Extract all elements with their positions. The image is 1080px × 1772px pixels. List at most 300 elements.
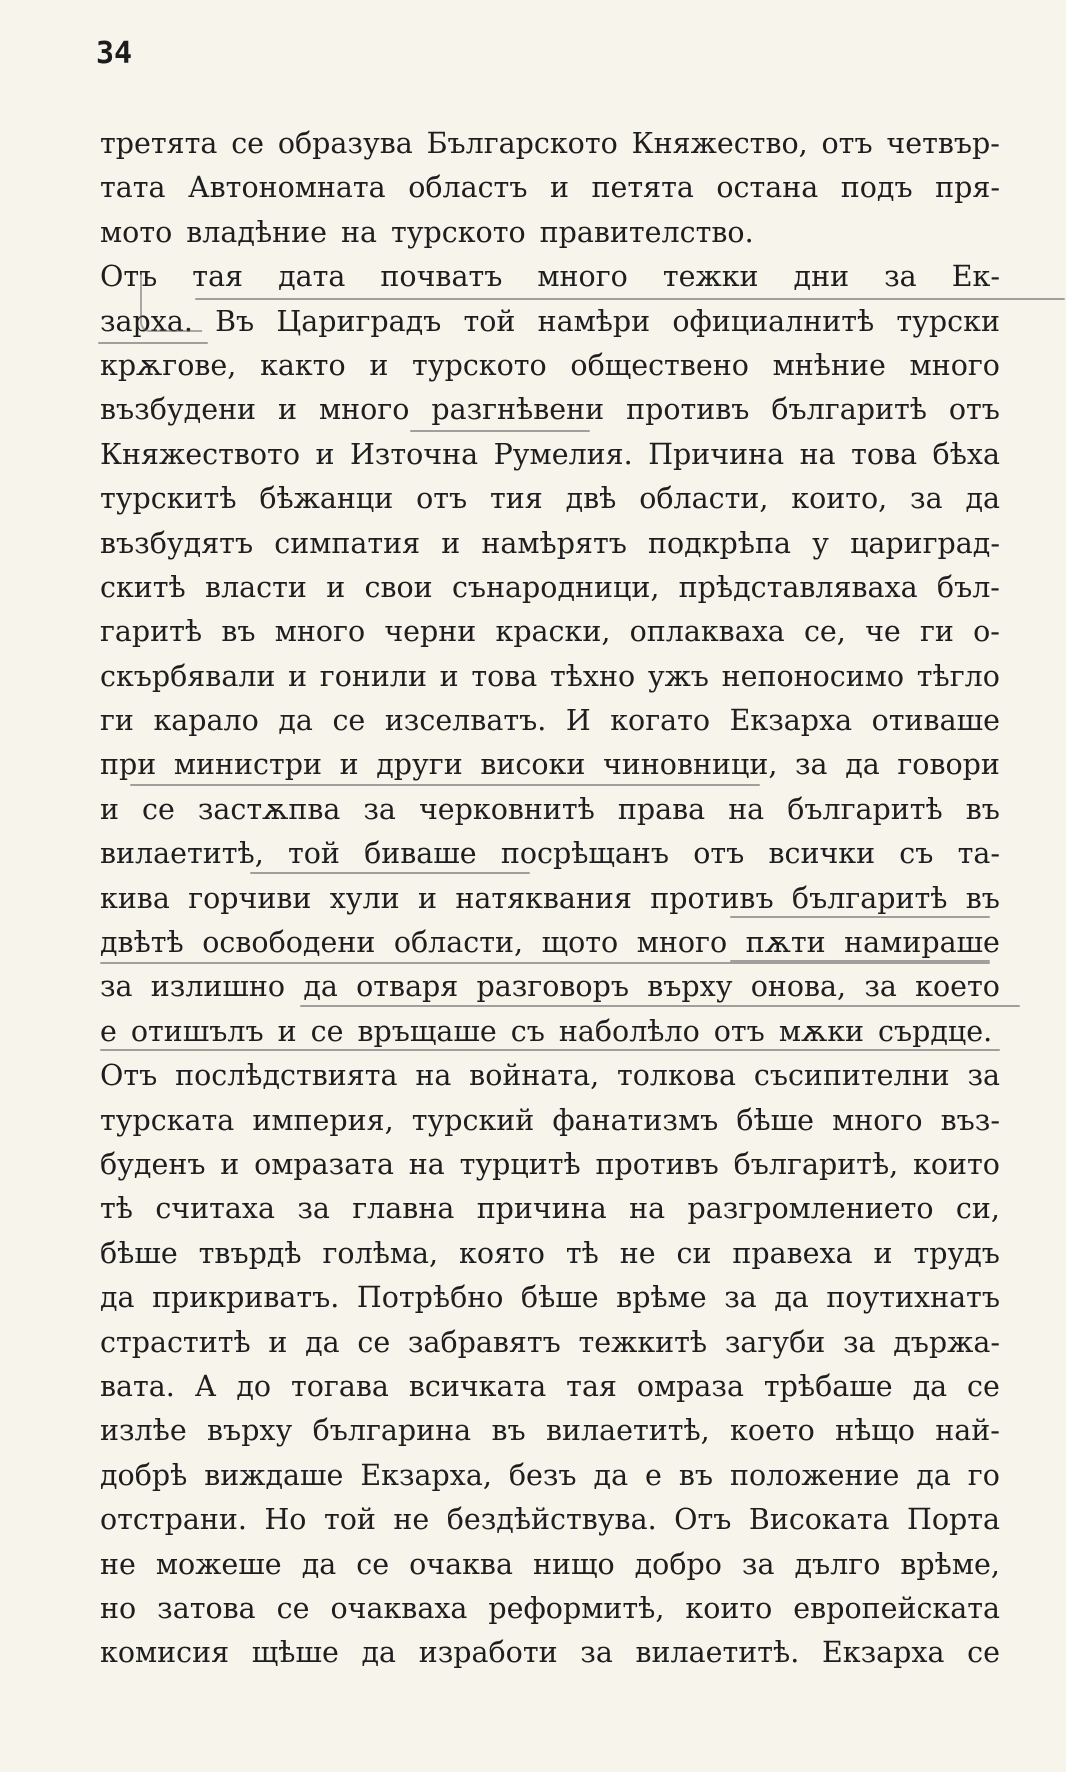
word: омразата [254, 1147, 394, 1181]
word: върху [207, 1414, 293, 1448]
word: всичката [408, 1369, 547, 1403]
word: да [916, 1458, 951, 1492]
word: считаха [155, 1192, 275, 1226]
word: много [909, 348, 1000, 382]
word: и [277, 1014, 297, 1048]
word: всички [768, 837, 876, 871]
text-line [100, 1276, 1000, 1320]
word: врѣме, [900, 1547, 1000, 1581]
word: които [685, 1591, 773, 1625]
pencil-underline [98, 342, 208, 344]
text-line [100, 655, 1000, 699]
word: въ [678, 1458, 714, 1492]
word: да [845, 748, 880, 782]
word: отваря [356, 970, 459, 1004]
word: та- [957, 837, 1000, 871]
word: посрѣщанъ [500, 837, 669, 871]
word: Цариградъ [276, 304, 442, 338]
word: краски, [495, 615, 611, 649]
text-line [100, 566, 1000, 610]
word: тѣгло [916, 659, 1000, 693]
text-line [100, 1099, 1000, 1143]
word: трѣбаше [763, 1369, 893, 1403]
word: тежкитѣ [578, 1325, 708, 1359]
word: омраза [636, 1369, 744, 1403]
word: при [100, 748, 157, 782]
word: очаква [409, 1547, 513, 1581]
word: турското [391, 215, 526, 249]
word: да [912, 1369, 948, 1403]
word: третята [100, 127, 218, 160]
word: вилаетитѣ. [635, 1636, 800, 1670]
word: тая [192, 260, 244, 294]
word: вилаетитѣ, [100, 837, 264, 871]
word: области, [393, 926, 524, 960]
word: щото [541, 926, 619, 960]
word: високи [480, 748, 586, 782]
word: мото [100, 215, 173, 249]
word: бездѣйствува. [446, 1503, 657, 1537]
word: войната, [469, 1059, 600, 1093]
word: на [799, 437, 836, 471]
word: образува [277, 127, 413, 160]
word: можеше [155, 1547, 282, 1581]
word: не [393, 1503, 430, 1537]
word: се, [803, 615, 846, 649]
word: остана [716, 171, 819, 205]
word: разгнѣвени [431, 393, 605, 427]
word: за [910, 482, 943, 516]
word: натяквания [455, 881, 632, 915]
word: връщаше [357, 1014, 497, 1048]
word: много [636, 926, 728, 960]
word: послѣдствията [175, 1059, 398, 1093]
word: отиваше [871, 704, 1000, 738]
word: поутихнатъ [826, 1281, 1000, 1315]
word: намѣри [537, 304, 651, 338]
word: Екзарха, [360, 1458, 492, 1492]
word: владѣние [186, 215, 327, 249]
word: за [580, 1636, 613, 1670]
word: добро [634, 1547, 722, 1581]
word: изселватъ. [384, 704, 547, 738]
text-line [100, 1543, 1000, 1587]
word: пря- [935, 171, 1000, 205]
word: бѣжанци [259, 482, 394, 516]
text-line [100, 832, 1000, 876]
word: бѣше [100, 1236, 178, 1270]
word: толкова [617, 1059, 737, 1093]
word: да [303, 970, 338, 1004]
word: въ [491, 1414, 526, 1448]
word: мнѣние [772, 348, 886, 382]
text-line [100, 1321, 1000, 1365]
word: чиновници, [602, 748, 778, 782]
word: много [537, 260, 628, 294]
word: буденъ [100, 1147, 206, 1181]
word: не [100, 1547, 136, 1581]
word: други [376, 748, 463, 782]
word: за [864, 970, 897, 1004]
word: областъ [408, 171, 528, 205]
word: и [369, 348, 389, 382]
word: на [629, 1192, 666, 1226]
word: и [439, 659, 459, 693]
word: българина [312, 1414, 472, 1448]
text-line [100, 1587, 1000, 1631]
word: изработи [418, 1636, 558, 1670]
pencil-underline [730, 916, 990, 918]
word: А [194, 1369, 217, 1403]
word: за [884, 260, 917, 294]
word: на [341, 215, 377, 249]
word: съсипителни [753, 1059, 950, 1093]
word: бѣше [736, 1103, 815, 1137]
word: реформитѣ, [488, 1591, 665, 1625]
word: върху [647, 970, 733, 1004]
text-line [100, 1498, 1000, 1542]
text-line [100, 965, 1000, 1009]
word: Въ [215, 304, 255, 338]
word: гонили [319, 659, 427, 693]
pencil-underline [100, 962, 990, 964]
word: трудъ [913, 1236, 1000, 1270]
word: съ [510, 1014, 545, 1048]
word: власти [205, 570, 307, 604]
word: и [315, 437, 335, 471]
word: страститѣ [100, 1325, 251, 1359]
word: тежки [662, 260, 759, 294]
word: да [278, 704, 313, 738]
word: отъ [821, 127, 873, 160]
word: горчиви [188, 881, 312, 915]
word: много [318, 393, 410, 427]
word: свои [364, 570, 433, 604]
word: застѫпва [197, 792, 341, 826]
word: Но [264, 1503, 307, 1537]
text-line [100, 344, 1000, 388]
word: пѫти [745, 926, 826, 960]
word: Източна [349, 437, 479, 471]
word: която [459, 1236, 545, 1270]
word: и [288, 659, 308, 693]
word: дълго [794, 1547, 881, 1581]
word: непоносимо [721, 659, 905, 693]
pencil-bracket [140, 272, 202, 332]
text-line [100, 1232, 1000, 1276]
word: ужъ [647, 659, 709, 693]
word: отъ [948, 393, 1000, 427]
word: вата. [100, 1369, 175, 1403]
word: да [361, 1636, 397, 1670]
word: Княжеството [100, 437, 300, 471]
word: врѣме [616, 1281, 707, 1315]
word: официалнитѣ [672, 304, 875, 338]
word: което [915, 970, 1000, 1004]
word: цариград- [850, 526, 1000, 560]
word: българитѣ, [733, 1147, 899, 1181]
word: на [415, 1059, 452, 1093]
word: турската [100, 1103, 235, 1137]
word: е [100, 1014, 117, 1048]
word: обществено [570, 348, 749, 382]
word: ги [100, 704, 134, 738]
word: да [774, 1281, 809, 1315]
word: българитѣ [787, 792, 943, 826]
word: възбудятъ [100, 526, 254, 560]
word: и [418, 881, 438, 915]
word: подъ [840, 171, 913, 205]
text-line [100, 921, 1000, 965]
text-line [100, 1631, 1000, 1675]
word: крѫгове, [100, 348, 237, 382]
word: области, [639, 482, 769, 516]
word: много [274, 615, 366, 649]
word: гаритѣ [100, 615, 203, 649]
word: отстрани. [100, 1503, 247, 1537]
text-line [100, 1454, 1000, 1498]
word: и [339, 748, 359, 782]
word: петята [591, 171, 694, 205]
word: намираше [844, 926, 1000, 960]
word: се [231, 127, 265, 160]
word: той [463, 304, 516, 338]
word: си, [955, 1192, 1000, 1226]
word: Екзарха [821, 1636, 945, 1670]
word: които, [791, 482, 888, 516]
word: симпатия [274, 526, 421, 560]
word: за [363, 792, 396, 826]
word: се [332, 704, 366, 738]
word: у [812, 526, 829, 560]
pencil-underline [410, 430, 590, 432]
word: освободени [202, 926, 376, 960]
word: което [730, 1414, 815, 1448]
word: намѣрятъ [481, 526, 627, 560]
word: щѣше [251, 1636, 339, 1670]
word: скърбявали [100, 659, 276, 693]
text-line [100, 699, 1000, 743]
word: за [842, 1325, 876, 1359]
word: бѣха [932, 437, 1000, 471]
page-number: 34 [96, 36, 133, 71]
word: да [305, 1325, 340, 1359]
word: европейската [793, 1591, 1000, 1625]
word: отишълъ [130, 1014, 264, 1048]
word: е [645, 1458, 662, 1492]
word: двѣтѣ [100, 926, 184, 960]
text-line [100, 388, 1000, 432]
word: Княжество, [631, 127, 808, 160]
word: както [260, 348, 346, 382]
text-line [100, 166, 1000, 210]
word: прѣдставляваха [678, 570, 918, 604]
word: турский [411, 1103, 535, 1137]
pencil-underline [250, 872, 530, 874]
word: отъ [693, 837, 745, 871]
word: когато [610, 704, 711, 738]
text-line [100, 610, 1000, 654]
word: си [676, 1236, 712, 1270]
word: на [728, 792, 765, 826]
word: забравятъ [407, 1325, 561, 1359]
word: българитѣ [771, 393, 927, 427]
text-line [100, 211, 1000, 255]
body-text [100, 122, 1000, 1676]
word: това [851, 437, 918, 471]
word: мѫки [778, 1014, 865, 1048]
word: наболѣло [558, 1014, 700, 1048]
word: очакваха [330, 1591, 468, 1625]
word: бѣше [520, 1281, 599, 1315]
word: фанатизмъ [552, 1103, 719, 1137]
text-line [100, 743, 1000, 787]
word: и [220, 1147, 240, 1181]
word: хули [329, 881, 400, 915]
word: кива [100, 881, 170, 915]
word: И [565, 704, 591, 738]
word: правеха [732, 1236, 853, 1270]
word: голѣма, [322, 1236, 439, 1270]
word: черни [384, 615, 477, 649]
text-line [100, 877, 1000, 921]
word: за [795, 748, 828, 782]
word: противъ [626, 393, 750, 427]
word: за [297, 1192, 330, 1226]
text-line [100, 1010, 1000, 1054]
word: Ек- [951, 260, 1000, 294]
word: тая [566, 1369, 617, 1403]
word: тѣхно [549, 659, 636, 693]
word: се [967, 1369, 1000, 1403]
word: въ [221, 615, 256, 649]
word: черковнитѣ [418, 792, 595, 826]
word: въ [965, 792, 1000, 826]
word: турското [412, 348, 547, 382]
word: да [965, 482, 1000, 516]
word: и [326, 570, 346, 604]
word: и [100, 792, 119, 826]
word: противъ [595, 1147, 719, 1181]
pencil-underline [195, 298, 1065, 300]
word: империя, [252, 1103, 394, 1137]
text-line [100, 1054, 1000, 1098]
word: комисия [100, 1636, 230, 1670]
word: нѣщо [835, 1414, 915, 1448]
word: скитѣ [100, 570, 186, 604]
word: за [741, 1547, 775, 1581]
word: и [873, 1236, 893, 1270]
word: за [967, 1059, 1000, 1093]
word: Българското [426, 127, 618, 160]
word: Автономната [188, 171, 386, 205]
text-line [100, 1187, 1000, 1231]
word: противъ [650, 881, 774, 915]
word: правителство. [539, 215, 754, 249]
word: много [832, 1103, 923, 1137]
word: излишно [150, 970, 286, 1004]
word: да [100, 1281, 135, 1315]
word: твърдѣ [198, 1236, 302, 1270]
word: Порта [906, 1503, 1000, 1537]
text-line [100, 1409, 1000, 1453]
word: въ [965, 881, 1000, 915]
word: прикриватъ. [152, 1281, 340, 1315]
word: онова, [750, 970, 847, 1004]
word: до [236, 1369, 272, 1403]
word: се [357, 1325, 391, 1359]
text-line [100, 477, 1000, 521]
word: не [619, 1236, 656, 1270]
text-line [100, 522, 1000, 566]
word: министри [173, 748, 322, 782]
word: на [408, 1147, 445, 1181]
text-line [100, 433, 1000, 477]
word: двѣ [565, 482, 617, 516]
text-line [100, 1365, 1000, 1409]
word: карало [153, 704, 259, 738]
word: за [100, 970, 133, 1004]
word: най- [935, 1414, 1000, 1448]
word: излѣе [100, 1414, 187, 1448]
word: турскитѣ [100, 482, 237, 516]
word: дни [793, 260, 850, 294]
word: турцитѣ [459, 1147, 581, 1181]
word: Отъ [100, 260, 158, 294]
word: се [142, 792, 175, 826]
word: за [724, 1281, 757, 1315]
word: да [301, 1547, 337, 1581]
word: и [278, 393, 298, 427]
word: възбудени [100, 393, 257, 427]
page-edge [1066, 0, 1080, 1772]
word: турски [896, 304, 1000, 338]
text-line [100, 1143, 1000, 1187]
word: Потрѣбно [356, 1281, 504, 1315]
word: той [323, 1503, 376, 1537]
word: въз- [940, 1103, 1000, 1137]
word: бъл- [936, 570, 1000, 604]
word: о- [973, 615, 1000, 649]
word: зарха. [100, 304, 193, 338]
word: се [276, 1591, 310, 1625]
word: нищо [532, 1547, 615, 1581]
word: загуби [724, 1325, 826, 1359]
word: и [268, 1325, 288, 1359]
word: ги [919, 615, 954, 649]
word: това [471, 659, 538, 693]
word: четвър- [886, 127, 1000, 160]
word: да [593, 1458, 629, 1492]
word: но [100, 1591, 137, 1625]
word: държа- [893, 1325, 1000, 1359]
word: положение [729, 1458, 900, 1492]
word: Високата [748, 1503, 890, 1537]
word: безъ [508, 1458, 577, 1492]
pencil-underline [300, 1005, 1020, 1007]
word: Отъ [674, 1503, 732, 1537]
word: тата [100, 171, 166, 205]
word: дата [278, 260, 346, 294]
text-line [100, 255, 1000, 299]
word: главна [352, 1192, 455, 1226]
word: тогава [290, 1369, 389, 1403]
word: биваше [364, 837, 477, 871]
word: подкрѣпа [648, 526, 791, 560]
word: причина [476, 1192, 607, 1226]
word: се [310, 1014, 344, 1048]
text-line [100, 122, 1000, 166]
